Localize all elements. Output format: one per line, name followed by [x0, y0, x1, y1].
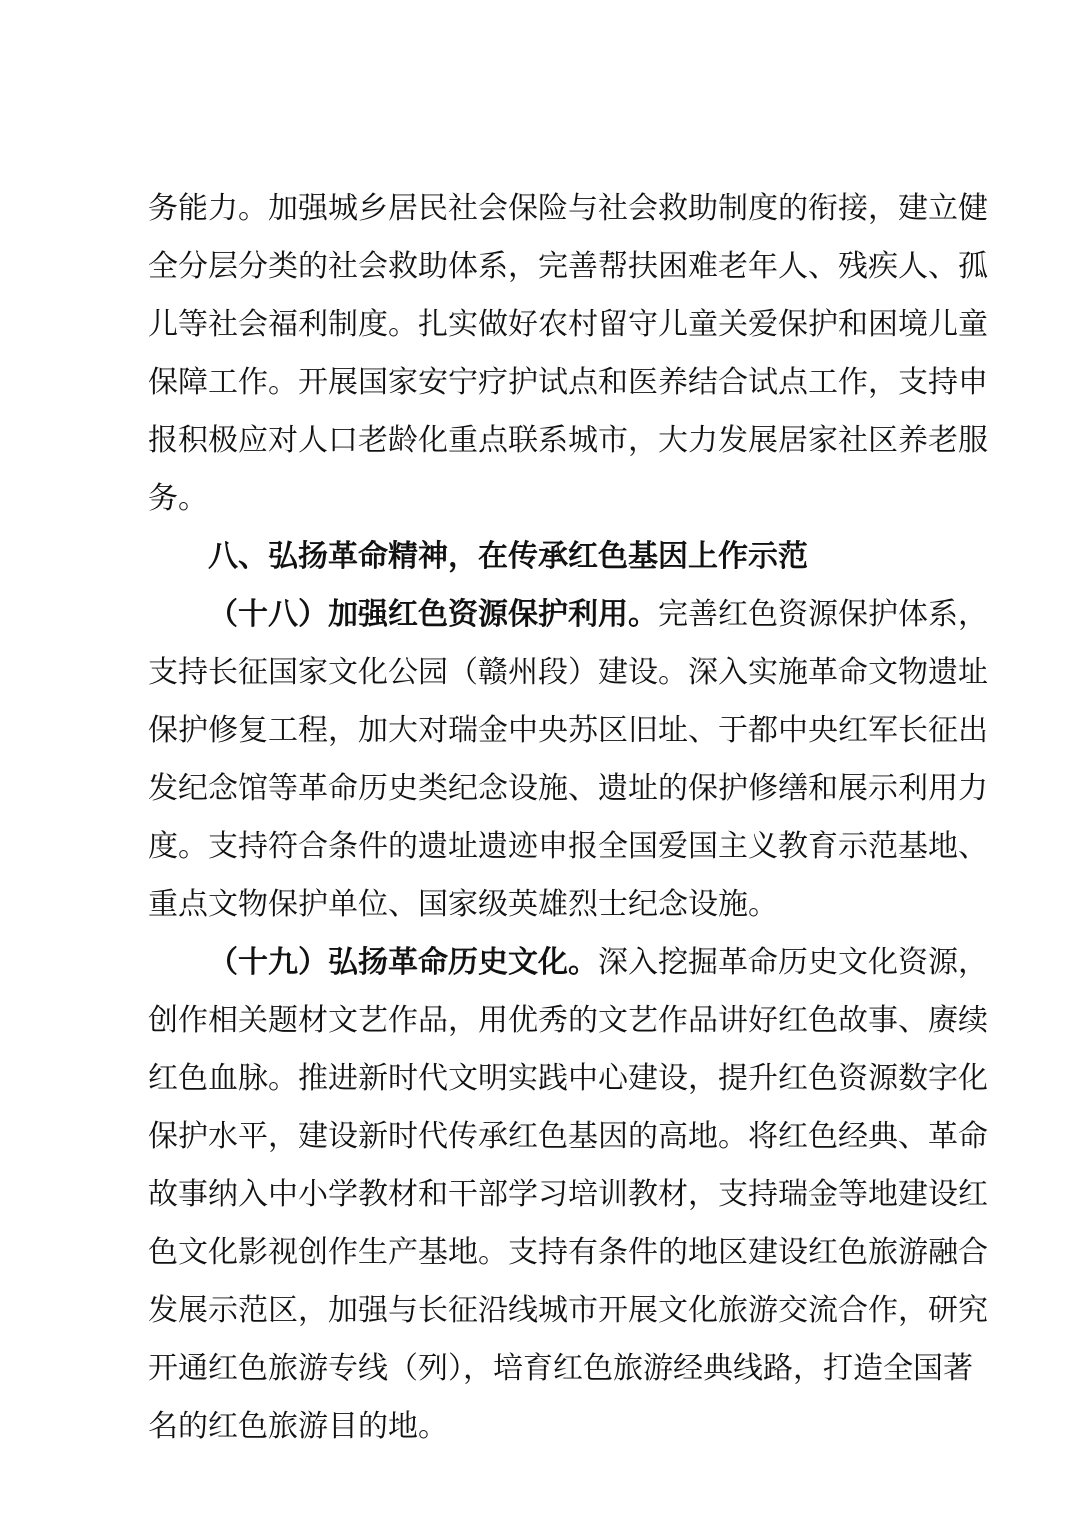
- paragraph-line: 务能力。加强城乡居民社会保险与社会救助制度的衔接，建立健: [148, 191, 988, 226]
- paragraph-line: 保护水平，建设新时代传承红色基因的高地。将红色经典、革命: [148, 1119, 988, 1154]
- paragraph-line: 色文化影视创作生产基地。支持有条件的地区建设红色旅游融合: [148, 1235, 988, 1270]
- paragraph-line: 重点文物保护单位、国家级英雄烈士纪念设施。: [148, 887, 778, 922]
- paragraph-line: 创作相关题材文艺作品，用优秀的文艺作品讲好红色故事、赓续: [148, 1003, 988, 1038]
- paragraph-subhead: （十八）加强红色资源保护利用。: [208, 597, 658, 632]
- paragraph-line: 保护修复工程，加大对瑞金中央苏区旧址、于都中央红军长征出: [148, 713, 988, 748]
- paragraph-line: 名的红色旅游目的地。: [148, 1409, 448, 1444]
- paragraph-line: 报积极应对人口老龄化重点联系城市，大力发展居家社区养老服: [148, 423, 988, 458]
- paragraph-line: 发纪念馆等革命历史类纪念设施、遗址的保护修缮和展示利用力: [148, 771, 988, 806]
- paragraph-line: 务。: [148, 481, 208, 516]
- paragraph-line: 支持长征国家文化公园（赣州段）建设。深入实施革命文物遗址: [148, 655, 988, 690]
- paragraph-line: 红色血脉。推进新时代文明实践中心建设，提升红色资源数字化: [148, 1061, 988, 1096]
- paragraph-first-line: [208, 934, 988, 992]
- paragraph-line: 度。支持符合条件的遗址遗迹申报全国爱国主义教育示范基地、: [148, 829, 988, 864]
- paragraph-subhead: （十九）弘扬革命历史文化。: [208, 945, 598, 980]
- paragraph-line: 故事纳入中小学教材和干部学习培训教材，支持瑞金等地建设红: [148, 1177, 988, 1212]
- paragraph-first-line: [208, 586, 988, 644]
- section-heading: 八、弘扬革命精神，在传承红色基因上作示范: [208, 539, 808, 574]
- paragraph-text: 完善红色资源保护体系，: [658, 597, 988, 632]
- paragraph-line: 儿等社会福利制度。扎实做好农村留守儿童关爱保护和困境儿童: [148, 307, 988, 342]
- paragraph-text: 深入挖掘革命历史文化资源，: [598, 945, 988, 980]
- paragraph-line: 保障工作。开展国家安宁疗护试点和医养结合试点工作，支持申: [148, 365, 988, 400]
- paragraph-line: 开通红色旅游专线（列），培育红色旅游经典线路，打造全国著: [148, 1351, 973, 1386]
- paragraph-line: 全分层分类的社会救助体系，完善帮扶困难老年人、残疾人、孤: [148, 249, 988, 284]
- paragraph-line: 发展示范区，加强与长征沿线城市开展文化旅游交流合作，研究: [148, 1293, 988, 1328]
